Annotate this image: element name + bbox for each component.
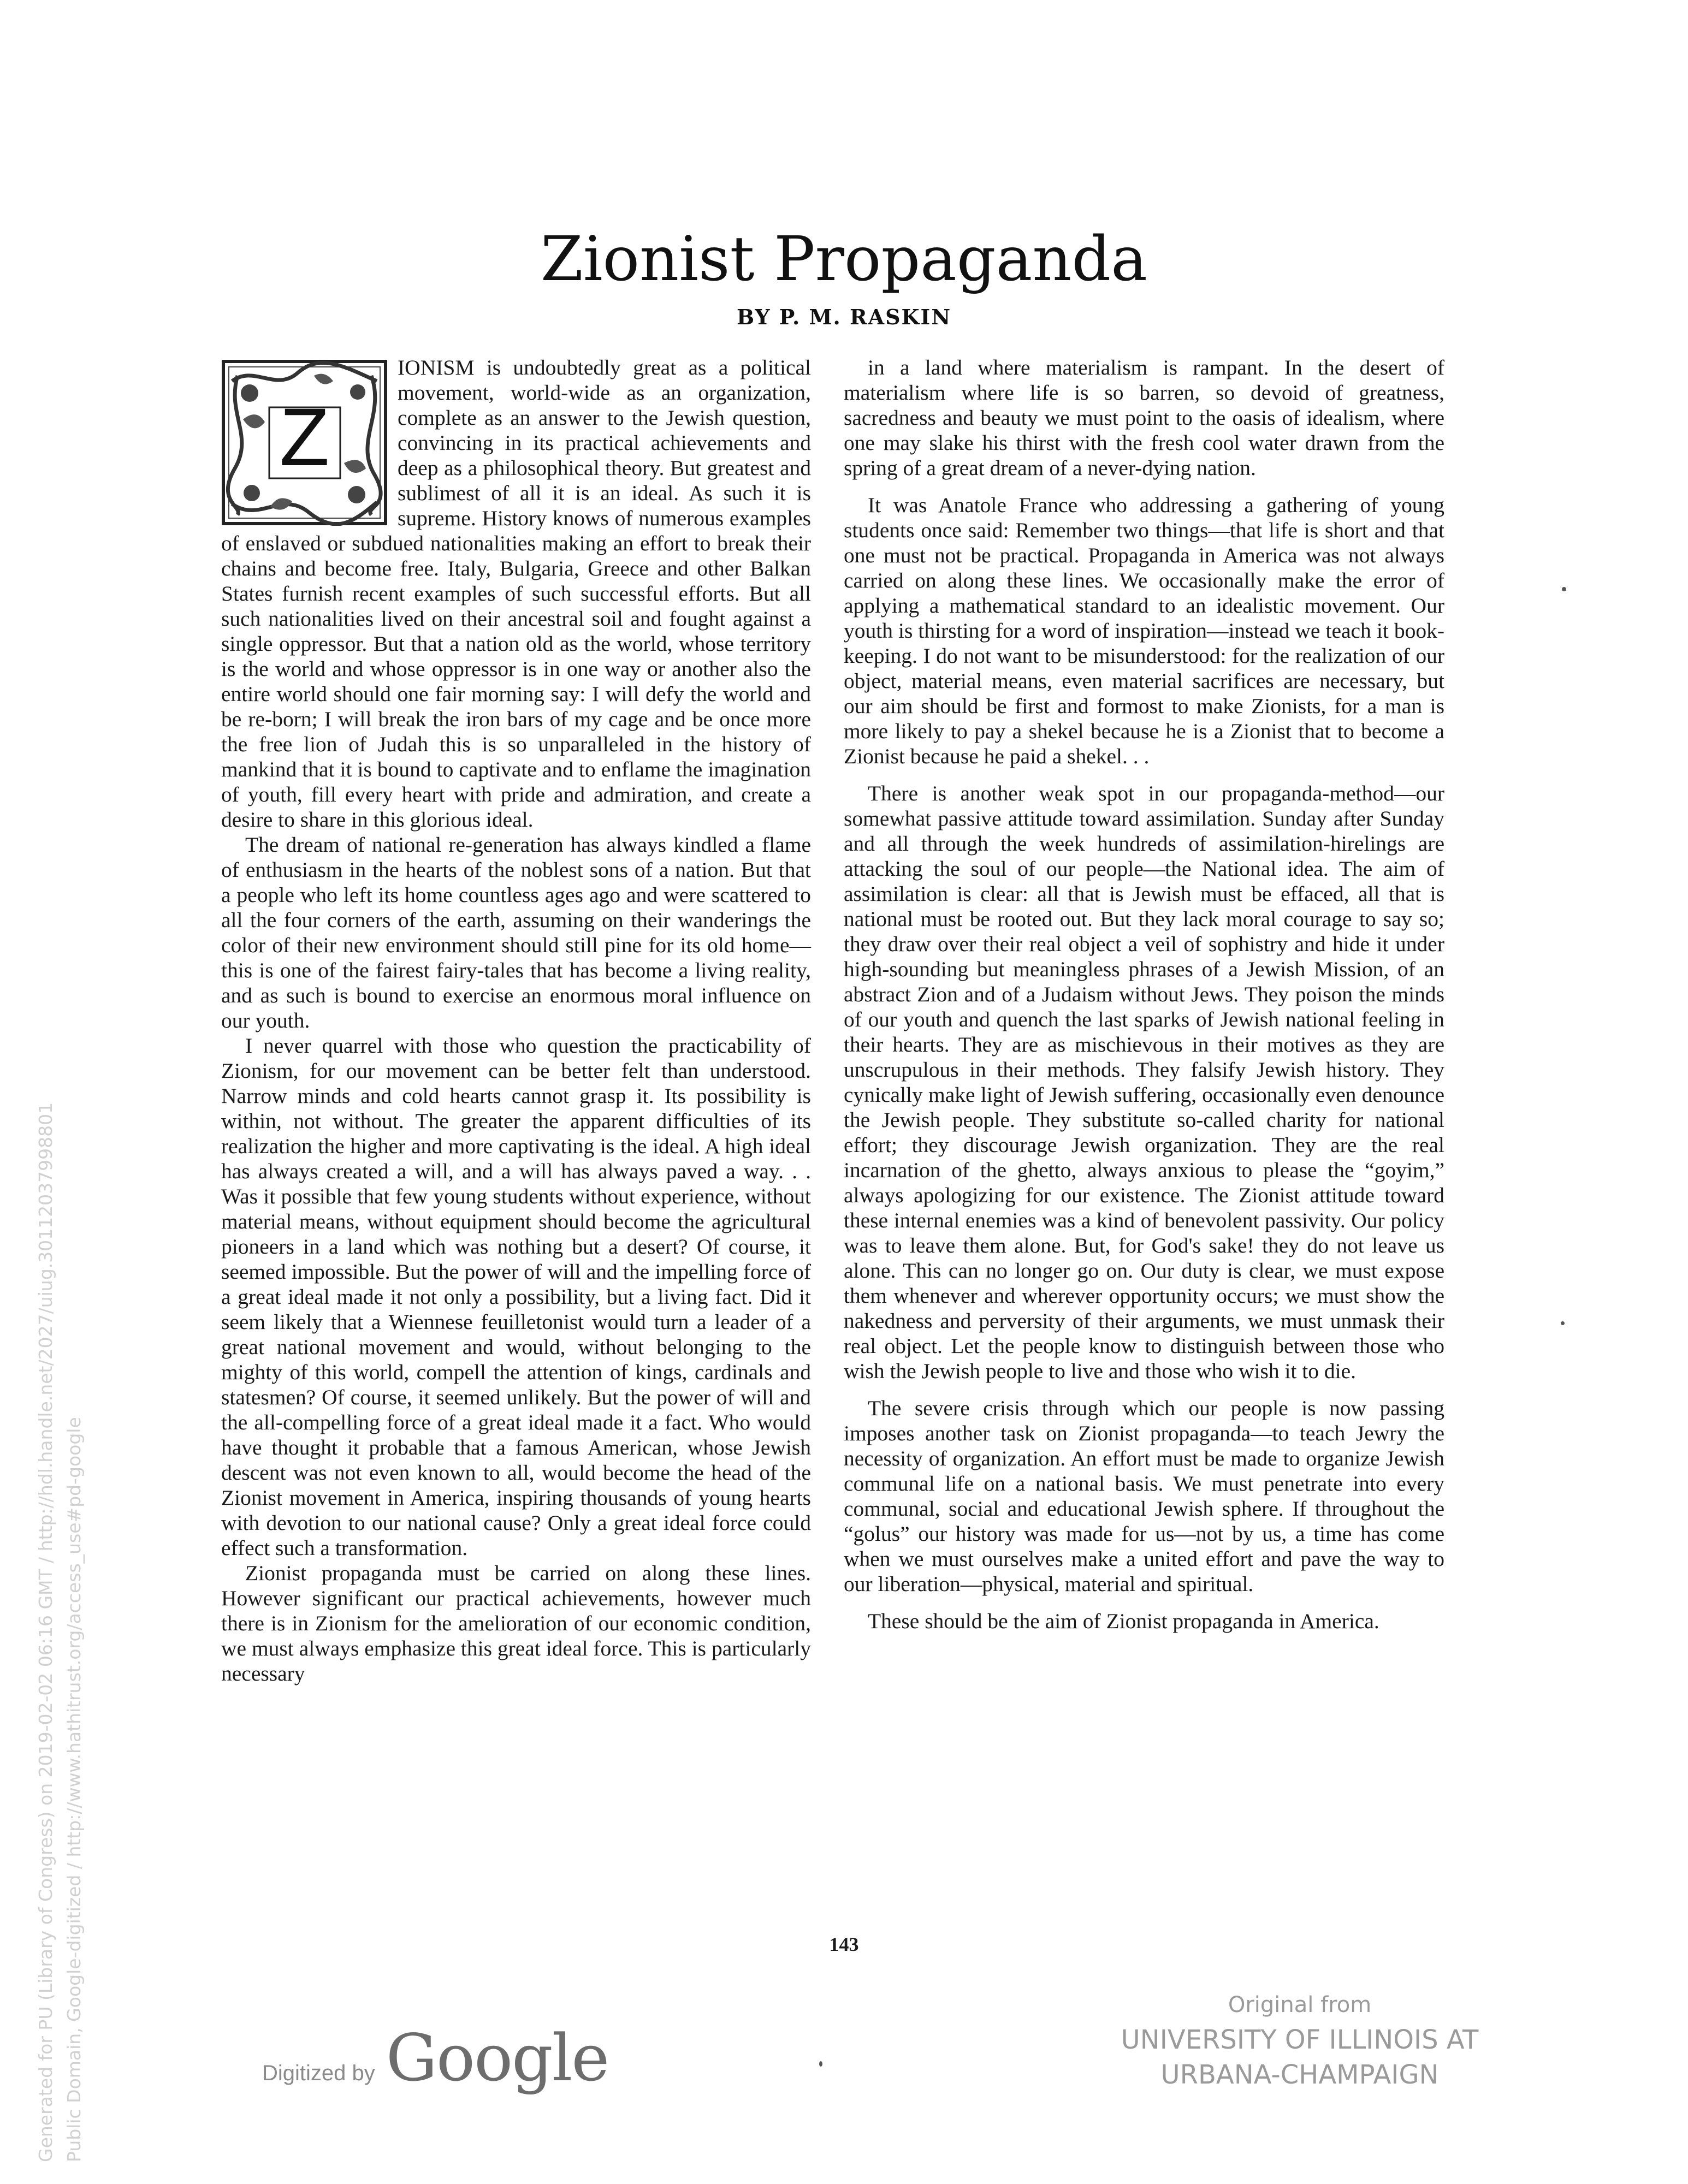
digitized-by-google (262, 2020, 608, 2096)
paragraph: in a land where materialism is rampant. In the desert of materialism where life is so barren, so devoid of greatness, sacredness and beauty we must point to the oasis of idealism, where one may slake his thirst with the fresh cool water drawn from the spring of a great dream of a never-dying nation. (844, 355, 1444, 480)
institution-line-2: URBANA-CHAMPAIGN (1160, 2060, 1439, 2090)
page-number: 143 (829, 1933, 859, 1955)
original-from-label: Original from (1228, 1992, 1372, 2017)
digitized-by-label: Digitized by (262, 2061, 375, 2085)
paragraph: There is another weak spot in our propaganda-method—our somewhat passive attitude toward assimilation. Sunday after Sunday and all through the week hundreds of assimilation-hirelings are attacking the soul of our people—the National idea. The aim of assimilation is clear: all that is Jewish must be effaced, all that is national must be rooted out. But they lack moral courage to say so; they draw over their real object a veil of sophistry and hide it under high-sounding but meaningless phrases of a Jewish Mission, of an abstract Zion and of a Judaism without Jews. They poison the minds of our youth and quench the last sparks of Jewish national feeling in their hearts. They are as mischievous in their motives as they are unscrupulous in their methods. They falsify Jewish history. They cynically make light of Jewish suffering, occasionally even denounce the Jewish people. They substitute so-called charity for national effort; they discourage Jewish organization. They are the real incarnation of the ghetto, always anxious to please the “goyim,” always apologizing for our existence. The Zionist attitude toward these internal enemies was a kind of benevolent passivity. Our policy was to leave them alone. But, for God's sake! they do not leave us alone. This can no longer go on. Our duty is clear, we must expose them whenever and wherever opportunity occurs; we must show the nakedness and perversity of their arguments, we must unmask their real object. Let the people know to distinguish between those who wish the Jewish people to live and those who wish it to die. (844, 781, 1444, 1383)
article-title: Zionist Propaganda (541, 224, 1147, 295)
article-byline: BY P. M. RASKIN (736, 305, 952, 329)
scan-speck (819, 2061, 822, 2067)
watermark-line-1: Generated for PU (Library of Congress) on 2019-02-02 06:16 GMT / http://hdl.handle.net/2027/uiug.30112037998801 (35, 1102, 56, 2162)
paragraph: The severe crisis through which our people is now passing imposes another task on Zionist propaganda—to teach Jewry the necessity of organization. An effort must be made to organize Jewish communal life on a national basis. We must penetrate into every communal, social and educational Jewish sphere. If throughout the “golus” our history was made for us—not by us, a time has come when we must ourselves make a united effort and pave the way to our liberation—physical, material and spiritual. (844, 1396, 1444, 1596)
watermark-line-2: Public Domain, Google-digitized / http://www.hathitrust.org/access_use#pd-google (63, 1417, 85, 2162)
paragraph: These should be the aim of Zionist propaganda in America. (868, 1609, 1379, 1633)
scan-speck (1561, 1321, 1565, 1325)
left-column (221, 355, 811, 1916)
scan-speck (1562, 587, 1566, 591)
paragraph: IONISM is undoubtedly great as a political movement, world-wide as an organization, complete as an answer to the Jewish question, convincing in its practical achievements and deep as a philosophical theory. But greatest and sublimest of all it is an ideal. As such it is supreme. History knows of numerous examples of enslaved or subdued nationalities making an effort to break their chains and become free. Italy, Bulgaria, Greece and other Balkan States furnish recent examples of such successful efforts. But all such nationalities lived on their ancestral soil and fought against a single oppressor. But that a nation old as the world, whose territory is the world and whose oppressor is in one way or another also the entire world should one fair morning say: I will defy the world and be re-born; I will break the iron bars of my cage and be once more the free lion of Judah this is so unparalleled in the history of mankind that it is bound to captivate and to enflame the imagination of youth, fill every heart with pride and admiration, and create a desire to share in this glorious ideal. (221, 355, 811, 832)
paragraph: It was Anatole France who addressing a gathering of young students once said: Remember two things—that life is short and that one must not be practical. Propaganda in America was not always carried on along these lines. We occasionally make the error of applying a mathematical standard to an idealistic movement. Our youth is thirsting for a word of inspiration—instead we teach it book-keeping. I do not want to be misunderstood: for the realization of our object, material means, even material sacrifices are necessary, but our aim should be first and formost to make Zionists, for a man is more likely to pay a shekel because he is a Zionist that to become a Zionist because he paid a shekel. . . (844, 493, 1444, 768)
google-logo: Google (386, 2020, 609, 2096)
right-column (844, 355, 1444, 1916)
institution-line-1: UNIVERSITY OF ILLINOIS AT (1121, 2025, 1479, 2055)
original-from-block (1038, 1987, 1562, 2092)
paragraph: Zionist propaganda must be carried on along these lines. However significant our practical achievements, however much there is in Zionism for the amelioration of our economic condition, we must always emphasize this great ideal force. This is particularly necessary (221, 1561, 811, 1686)
paragraph: The dream of national re-generation has always kindled a flame of enthusiasm in the hearts of the noblest sons of a nation. But that a people who left its home countless ages ago and were scattered to all the four corners of the earth, assuming on their wanderings the color of their new environment should still pine for its old home—this is one of the fairest fairy-tales that has become a living reality, and as such is bound to exercise an enormous moral influence on our youth. (221, 833, 811, 1032)
dropcap-letter: Z (279, 391, 330, 483)
paragraph: I never quarrel with those who question the practicability of Zionism, for our movement can be better felt than understood. Narrow minds and cold hearts cannot grasp it. Its possibility is within, not without. The greater the apparent difficulties of its realization the higher and more captivating is the ideal. A high ideal has always created a will, and a will has always paved a way. . . Was it possible that few young students without experience, without material means, without equipment should become the agricultural pioneers in a land which was nothing but a desert? Of course, it seemed impossible. But the power of will and the impelling force of a great ideal made it not only a possibility, but a living fact. Did it seem likely that a Wiennese feuilletonist would turn a leader of a great national movement and would, without belonging to the mighty of this world, compell the attention of kings, cardinals and statesmen? Of course, it seemed unlikely. But the power of will and the all-compelling force of a great ideal made it a fact. Who would have thought it probable that a famous American, whose Jewish descent was not even known to all, would become the head of the Zionist movement in America, inspiring thousands of young hearts with devotion to our national cause? Only a great ideal force could effect such a transformation. (221, 1034, 811, 1560)
hathitrust-watermark (32, 797, 88, 2162)
ornamental-initial (221, 359, 388, 526)
